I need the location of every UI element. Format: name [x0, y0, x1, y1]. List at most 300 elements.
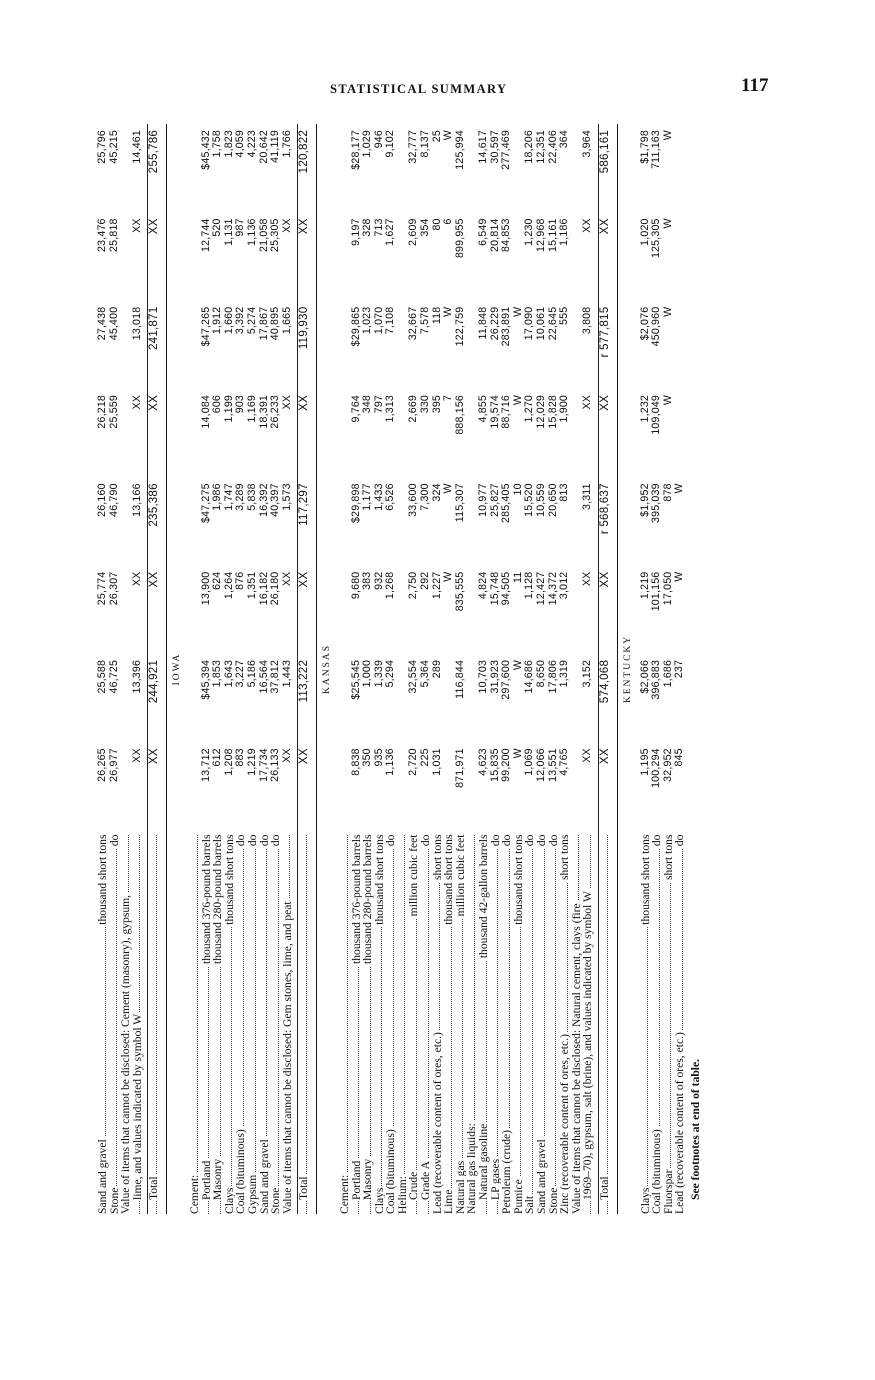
total-value: 119,930 [297, 306, 311, 350]
table-row [432, 124, 444, 1214]
value-cell: 1,313 [384, 394, 397, 423]
value-cell: 3,012 [558, 571, 571, 600]
value-cell: XX [581, 394, 594, 410]
table-row [270, 124, 282, 1214]
value-cell: 14,617 [477, 130, 490, 164]
label-leader [408, 831, 420, 1214]
label-inner [235, 831, 247, 1214]
value-cell: 520 [211, 218, 224, 237]
value-cell: 45,215 [107, 130, 120, 164]
total-value: r 568,637 [597, 483, 611, 535]
value-cell: 903 [234, 394, 247, 414]
value-cell: 395 [430, 394, 443, 414]
total-value: XX [597, 218, 611, 235]
value-cell: 7,578 [419, 306, 432, 335]
value-cell: XX [130, 218, 143, 233]
value-cell: 4,765 [558, 748, 571, 776]
value-cell: 10,061 [535, 306, 547, 341]
total-value: 244,921 [147, 659, 161, 704]
value-cell: 46,790 [107, 483, 120, 517]
label-inner [536, 831, 548, 1214]
value-cell: 1,351 [245, 571, 258, 600]
total-value: XX [147, 748, 161, 765]
label-text: Clays [638, 1187, 652, 1214]
value-cell: W [511, 748, 524, 759]
value-cell: 876 [234, 571, 247, 590]
value-cell: 5,274 [245, 306, 258, 335]
value-cell: 883 [234, 748, 247, 767]
value-cell: 21,058 [257, 218, 270, 252]
label-text: Value of items that cannot be disclosed: Natural cement, clays (fire [569, 903, 583, 1214]
value-cell [189, 212, 201, 300]
value-cell: 26,229 [488, 306, 501, 341]
label-unit: thousand 42-gallon barrels [478, 831, 490, 961]
label-text: Total [297, 1176, 311, 1200]
label-text: Sand and gravel [257, 1139, 271, 1214]
label-text: 1969–70), gypsum, salt (brine), and values indicated by symbol W [581, 891, 595, 1200]
label-unit: do [270, 831, 282, 849]
value-cell: W [442, 571, 455, 582]
value-cell: 1,643 [222, 659, 235, 688]
value-cell: 935 [372, 748, 385, 767]
value-cell: 15,835 [488, 748, 501, 782]
value-cell [189, 124, 201, 212]
value-cell: 1,136 [245, 218, 258, 246]
table-row [212, 124, 224, 1214]
label-inner [513, 831, 525, 1214]
label-inner [132, 831, 144, 1214]
table-row [478, 124, 490, 1214]
value-cell: 16,392 [257, 483, 270, 517]
label-text: Cement: [337, 1174, 351, 1214]
label-text: Natural gas liquids: [465, 1123, 479, 1214]
label-leader [599, 831, 611, 1214]
value-cell: 5,186 [245, 659, 258, 688]
value-cell: 1,232 [638, 394, 651, 423]
value-cell: 40,895 [269, 306, 282, 341]
value-cell: 1,853 [211, 659, 224, 688]
row-label [362, 831, 374, 1214]
value-cell: 4,623 [477, 748, 490, 776]
value-cell: 3,152 [581, 659, 594, 688]
label-unit: do [536, 831, 548, 849]
value-cell: 37,812 [269, 659, 282, 694]
label-leader [582, 831, 594, 1214]
value-cell: 797 [372, 394, 385, 414]
value-cell: 1,069 [523, 748, 536, 776]
value-cell: 1,433 [372, 483, 385, 511]
value-cell: 94,505 [500, 571, 513, 606]
label-inner [420, 831, 432, 1214]
total-value: 241,871 [147, 306, 161, 350]
label-leader [298, 831, 310, 1214]
value-cell: 13,712 [199, 748, 212, 782]
value-cell: 283,891 [500, 306, 513, 347]
label-text: Lead (recoverable content of ores, etc.) [673, 1032, 687, 1214]
row-label [582, 831, 594, 1214]
value-cell [189, 742, 201, 830]
value-cell: 13,166 [130, 483, 143, 517]
label-inner [259, 831, 271, 1214]
value-cell: 1,219 [638, 571, 651, 600]
label-unit: do [651, 831, 663, 849]
value-cell: 17,050 [661, 571, 674, 606]
value-cell: 22,406 [546, 130, 559, 164]
table-row [97, 124, 109, 1214]
value-cell: 88,716 [500, 394, 513, 429]
table-row [132, 124, 144, 1214]
value-cell: $1,952 [638, 483, 651, 517]
label-unit: million cubic feet [455, 831, 467, 919]
label-text: Total [147, 1176, 161, 1200]
value-cell: W [511, 659, 524, 671]
value-cell: 32,554 [407, 659, 420, 694]
label-leader [212, 831, 224, 1214]
value-cell [189, 654, 201, 742]
value-cell: 2,750 [407, 571, 420, 600]
value-cell: XX [130, 571, 143, 587]
value-cell [189, 301, 201, 389]
label-text: Clays [372, 1187, 386, 1214]
total-value: r 577,815 [597, 306, 611, 358]
label-unit: do [524, 831, 536, 849]
value-cell: 1,208 [222, 748, 235, 776]
value-cell: 25,588 [96, 659, 108, 694]
state-name: KANSAS [322, 644, 333, 695]
footnote: See footnotes at end of table. [688, 1058, 702, 1200]
row-label [189, 831, 201, 1214]
value-cell: 1,219 [245, 748, 258, 776]
value-cell [339, 654, 351, 742]
value-cell: 13,018 [130, 306, 143, 341]
label-unit: do [548, 831, 560, 849]
value-cell: 285,405 [500, 483, 513, 523]
row-label [298, 831, 310, 1214]
value-cell: XX [280, 218, 293, 233]
value-cell: XX [130, 394, 143, 410]
value-cell: $45,432 [199, 130, 212, 170]
value-cell: 115,307 [453, 483, 466, 523]
value-cell: XX [280, 394, 293, 410]
value-cell: 12,066 [535, 748, 547, 782]
label-text: Natural gasoline [477, 1123, 491, 1200]
value-cell: 11 [511, 571, 524, 583]
label-leader [674, 831, 686, 1214]
label-unit: do [109, 831, 121, 849]
label-inner [599, 831, 611, 1214]
value-cell: 1,131 [222, 218, 235, 246]
value-cell: 450,960 [650, 306, 663, 347]
value-cell: 14,372 [546, 571, 559, 606]
label-leader [132, 831, 144, 1214]
value-cell [339, 742, 351, 830]
page-title: STATISTICAL SUMMARY [330, 82, 508, 96]
value-cell: $47,275 [199, 483, 212, 523]
value-cell: W [442, 306, 455, 317]
page-number: 117 [741, 75, 769, 96]
value-cell: 118 [430, 306, 443, 325]
value-cell: W [661, 306, 674, 317]
value-cell: 292 [419, 571, 432, 590]
value-cell: 12,968 [535, 218, 547, 252]
value-cell: 606 [211, 394, 224, 414]
label-text: Lead (recoverable content of ores, etc.) [430, 1032, 444, 1214]
value-cell: 932 [372, 571, 385, 590]
label-inner [270, 831, 282, 1214]
value-cell: 612 [211, 748, 224, 767]
total-value: XX [297, 571, 311, 588]
total-value: 586,161 [597, 130, 611, 174]
label-text: Stone [269, 1187, 283, 1214]
value-cell: 25,559 [107, 394, 120, 429]
row-label [674, 831, 686, 1214]
label-inner [385, 831, 397, 1214]
table-row [536, 124, 548, 1214]
table-row [282, 124, 294, 1214]
value-cell: 32,667 [407, 306, 420, 341]
value-cell: 12,351 [535, 130, 547, 164]
total-value: XX [297, 748, 311, 765]
value-cell: 25,827 [488, 483, 501, 517]
value-cell: 354 [419, 218, 432, 237]
value-cell: 20,814 [488, 218, 501, 252]
label-unit: short tons [559, 831, 571, 882]
label-unit: do [259, 831, 271, 849]
value-cell: 1,023 [361, 306, 374, 335]
label-inner [582, 831, 594, 1214]
value-cell: 7,108 [384, 306, 397, 335]
label-unit: thousand 376-pound barrels [201, 831, 213, 966]
label-leader [385, 831, 397, 1214]
label-unit: do [490, 831, 502, 849]
value-cell: 1,573 [280, 483, 293, 511]
label-text: Value of items that cannot be disclosed: Gem stones, lime, and peat [280, 901, 294, 1214]
value-cell: W [442, 130, 455, 141]
value-cell: 1,136 [384, 748, 397, 776]
table-row [362, 124, 374, 1214]
label-text: Coal (bituminous) [384, 1129, 398, 1214]
value-cell: 7 [442, 394, 455, 402]
value-cell: 835,555 [453, 571, 466, 612]
label-unit: do [420, 831, 432, 849]
value-cell: 26,307 [107, 571, 120, 606]
label-text: Masonry [211, 1158, 225, 1200]
value-cell: 9,764 [349, 394, 362, 423]
value-cell: 1,270 [523, 394, 536, 423]
value-cell [339, 566, 351, 654]
label-text: Stone [107, 1187, 121, 1214]
value-cell: 878 [661, 483, 674, 502]
value-cell: 1,020 [638, 218, 651, 246]
row-label [598, 831, 610, 1214]
label-text: Portland [199, 1160, 213, 1200]
value-cell: 31,923 [488, 659, 501, 694]
label-unit: thousand short tons [97, 831, 109, 927]
label-unit: do [235, 831, 247, 849]
value-cell: W [661, 218, 674, 229]
value-cell: 13,551 [546, 748, 559, 782]
value-cell: 1,319 [558, 659, 571, 688]
value-cell: 324 [430, 483, 443, 502]
total-value: XX [297, 218, 311, 235]
label-leader [259, 831, 271, 1214]
value-cell: 116,844 [453, 659, 466, 699]
label-text: Grade A [419, 1161, 433, 1200]
value-cell: 2,669 [407, 394, 420, 423]
value-cell: 41,119 [269, 130, 282, 163]
label-unit: short tons [432, 831, 444, 882]
label-unit: thousand short tons [513, 831, 525, 927]
value-cell: 8,838 [349, 748, 362, 776]
row-label [282, 831, 294, 1214]
value-cell: 8,137 [419, 130, 432, 158]
label-inner [212, 831, 224, 1214]
value-cell: 25,796 [96, 130, 108, 164]
label-inner [97, 831, 109, 1214]
value-cell: 26,133 [269, 748, 282, 782]
label-inner [339, 831, 351, 1214]
label-text: Cement: [187, 1174, 201, 1214]
value-cell: XX [280, 748, 293, 763]
label-unit: short tons [663, 831, 675, 882]
value-cell: 5,294 [384, 659, 397, 688]
table-row [247, 124, 259, 1214]
label-inner [189, 831, 201, 1214]
table-row [455, 124, 467, 1214]
value-cell: 32,777 [407, 130, 420, 164]
label-inner [148, 831, 160, 1214]
label-leader [235, 831, 247, 1214]
state-name: KENTUCKY [622, 634, 633, 704]
value-cell: $1,798 [638, 130, 651, 164]
value-cell: $25,545 [349, 659, 362, 700]
total-value: 113,222 [297, 659, 311, 703]
value-cell: 15,161 [546, 218, 559, 252]
value-cell: 18,391 [257, 394, 270, 429]
value-cell: 109,049 [650, 394, 663, 435]
value-cell: 26,265 [96, 748, 108, 782]
row-label [132, 831, 144, 1214]
value-cell: 16,182 [257, 571, 270, 606]
value-cell: 383 [361, 571, 374, 590]
label-leader [148, 831, 160, 1214]
value-cell: 1,169 [245, 394, 258, 423]
row-label [536, 831, 548, 1214]
value-cell: 80 [430, 218, 443, 231]
label-unit: thousand short tons [443, 831, 455, 927]
value-cell: XX [581, 571, 594, 587]
value-cell: W [442, 483, 455, 494]
value-cell [674, 212, 686, 300]
value-cell: 1,195 [638, 748, 651, 776]
value-cell: 1,443 [280, 659, 293, 688]
label-unit: thousand 280-pound barrels [362, 831, 374, 966]
value-cell: 26,160 [96, 483, 108, 517]
value-cell: 289 [430, 659, 443, 679]
total-value: XX [147, 394, 161, 411]
label-text: Clays [222, 1187, 236, 1214]
label-text: lime, and values indicated by symbol W [130, 1013, 144, 1200]
label-inner [282, 831, 294, 1214]
label-leader [513, 831, 525, 1214]
value-cell: 1,686 [661, 659, 674, 688]
value-cell: 1,912 [211, 306, 224, 335]
value-cell: 33,600 [407, 483, 420, 517]
total-value: 255,786 [147, 130, 161, 174]
label-text: Natural gas [453, 1160, 467, 1214]
value-cell [339, 301, 351, 389]
label-inner [362, 831, 374, 1214]
value-cell: 9,680 [349, 571, 362, 600]
value-cell: 6,526 [384, 483, 397, 511]
label-leader [478, 831, 490, 1214]
row-label [148, 831, 160, 1214]
value-cell: 845 [673, 748, 686, 767]
value-cell: 14,461 [130, 130, 143, 164]
value-cell: 15,828 [546, 394, 559, 429]
table-row [420, 124, 432, 1214]
label-leader [536, 831, 548, 1214]
value-cell: 15,520 [523, 483, 536, 517]
value-cell: $47,265 [199, 306, 212, 347]
label-leader [282, 831, 294, 1214]
label-leader [651, 831, 663, 1214]
value-cell: 713 [372, 218, 385, 237]
value-cell: 10 [511, 483, 524, 496]
value-cell: 3,227 [234, 659, 247, 688]
label-unit: thousand 376-pound barrels [351, 831, 363, 966]
value-cell: 30,597 [488, 130, 501, 164]
value-cell: 13,900 [199, 571, 212, 606]
label-leader [339, 831, 351, 1214]
state-header-row [166, 124, 189, 1214]
value-cell: 350 [361, 748, 374, 767]
label-text: Salt [523, 1195, 537, 1214]
label-text: Pumice [511, 1179, 525, 1214]
table-row [674, 124, 686, 1214]
label-unit: thousand 280-pound barrels [212, 831, 224, 966]
label-unit: thousand short tons [224, 831, 236, 927]
value-cell: 18,206 [523, 130, 536, 164]
label-text: Coal (bituminous) [234, 1129, 248, 1214]
value-cell: 15,748 [488, 571, 501, 606]
value-cell: W [661, 394, 674, 406]
value-cell: 1,766 [280, 130, 293, 158]
label-inner [651, 831, 663, 1214]
value-cell: 14,084 [199, 394, 212, 429]
label-text: Petroleum (crude) [500, 1129, 514, 1214]
table-row [385, 124, 397, 1214]
value-cell: 1,199 [222, 394, 235, 423]
value-cell: W [673, 571, 686, 582]
value-cell: 16,564 [257, 659, 270, 694]
label-unit: thousand short tons [640, 831, 652, 927]
value-cell: 899,955 [453, 218, 466, 259]
label-text: Zinc (recoverable content of ores, etc.) [558, 1034, 572, 1214]
value-cell: 1,029 [361, 130, 374, 158]
label-text: Coal (bituminous) [650, 1129, 664, 1214]
value-cell: 396,883 [650, 659, 663, 700]
rotated-table-container [97, 124, 777, 1214]
value-cell: 1,758 [211, 130, 224, 158]
row-label [97, 831, 109, 1214]
value-cell: 4,059 [234, 130, 247, 158]
state-name: IOWA [172, 652, 183, 686]
label-unit: do [501, 831, 513, 849]
value-cell: 328 [361, 218, 374, 237]
value-cell: 6 [442, 218, 455, 225]
value-cell: 19,574 [488, 394, 501, 429]
